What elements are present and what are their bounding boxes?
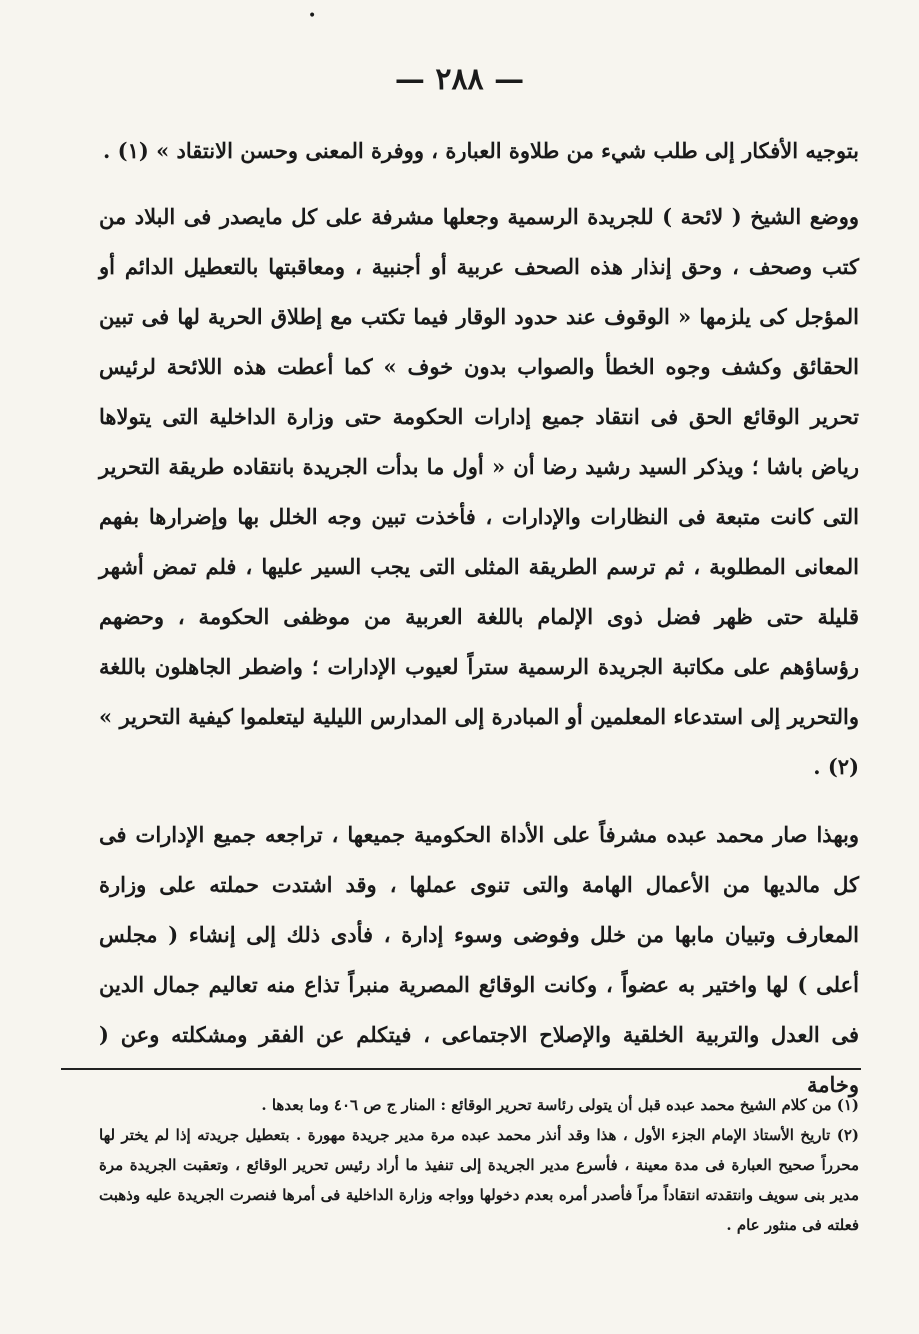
footnote-separator [61, 1068, 861, 1070]
paragraph-3: وبهذا صار محمد عبده مشرفاً على الأداة الحكومية جميعها ، تراجعه جميع الإدارات فى كل مالديها من الأعمال الهامة والتى تنوى عملها ، وقد اشتدت حملته على وزارة المعارف وتبيان مابها من خلل وفوضى وسوء إدارة ، فأدى ذلك إلى إنشاء ( مجلس أعلى ) لها واختير به عضواً ، وكانت الوقائع المصرية منبراً تذاع منه تعاليم جمال الدين فى العدل والتربية الخلقية والإصلاح الاجتماعى ، فيتكلم عن الفقر ومشكلته وعن ( وخامة [99, 822, 859, 1097]
footnotes [99, 1090, 859, 1240]
scan-speck: • [308, 8, 317, 24]
paragraph-2: ووضع الشيخ ( لائحة ) للجريدة الرسمية وجعلها مشرفة على كل مايصدر فى البلاد من كتب وصحف ، وحق إنذار هذه الصحف عربية أو أجنبية ، ومعاقبتها بالتعطيل الدائم أو المؤجل كى يلزمها « الوقوف عند حدود الوقار فيما تكتب مع إطلاق الحرية لها فى تبين الحقائق وكشف وجوه الخطأ والصواب بدون خوف » كما أعطت هذه اللائحة لرئيس تحرير الوقائع الحق فى انتقاد جميع إدارات الحكومة حتى وزارة الداخلية التى يتولاها رياض باشا ؛ ويذكر السيد رشيد رضا أن « أول ما بدأت الجريدة بانتقاده طريقة التحرير التى كانت متبعة فى النظارات والإدارات ، فأخذت تبين وجه الخلل بها وإضرارها بفهم المعانى المطلوبة ، ثم ترسم الطريقة المثلى التى يجب السير عليها ، فلم تمض أشهر قليلة حتى ظهر فضل ذوى الإلمام باللغة العربية من موظفى الحكومة ، وحضهم رؤساؤهم على مكاتبة الجريدة الرسمية ستراً لعيوب الإدارات ؛ واضطر الجاهلون باللغة والتحرير إلى استدعاء المعلمين أو المبادرة إلى المدارس الليلية ليتعلموا كيفية التحرير » (٢) . [99, 204, 859, 779]
paragraph-1: بتوجيه الأفكار إلى طلب شيء من طلاوة العبارة ، ووفرة المعنى وحسن الانتقاد » (١) . [103, 138, 859, 163]
main-text [99, 128, 859, 1110]
page-number: — ٢٨٨ — [394, 62, 525, 97]
footnote-1: (١) من كلام الشيخ محمد عبده قبل أن يتولى رئاسة تحرير الوقائع : المنار ج ص ٤٠٦ وما بعدها . [261, 1096, 859, 1114]
footnote-2: (٢) تاريخ الأستاذ الإمام الجزء الأول ، هذا وقد أنذر محمد عبده مرة مدير جريدة مهورة . بتعطيل جريدته إذا لم يختر لها محرراً صحيح العبارة فى مدة معينة ، فأسرع مدير الجريدة إلى تنفيذ ما أراد رئيس تحرير الوقائع ، وتعقبت الجريدة مرة مدير بنى سويف وانتقدته انتقاداً مراً فأصدر أمره بعدم دخولها وواجه وزارة الداخلية فى أمرها فنصرت الجريدة عليه وذهبت فعلته فى منثور عام . [99, 1126, 859, 1234]
